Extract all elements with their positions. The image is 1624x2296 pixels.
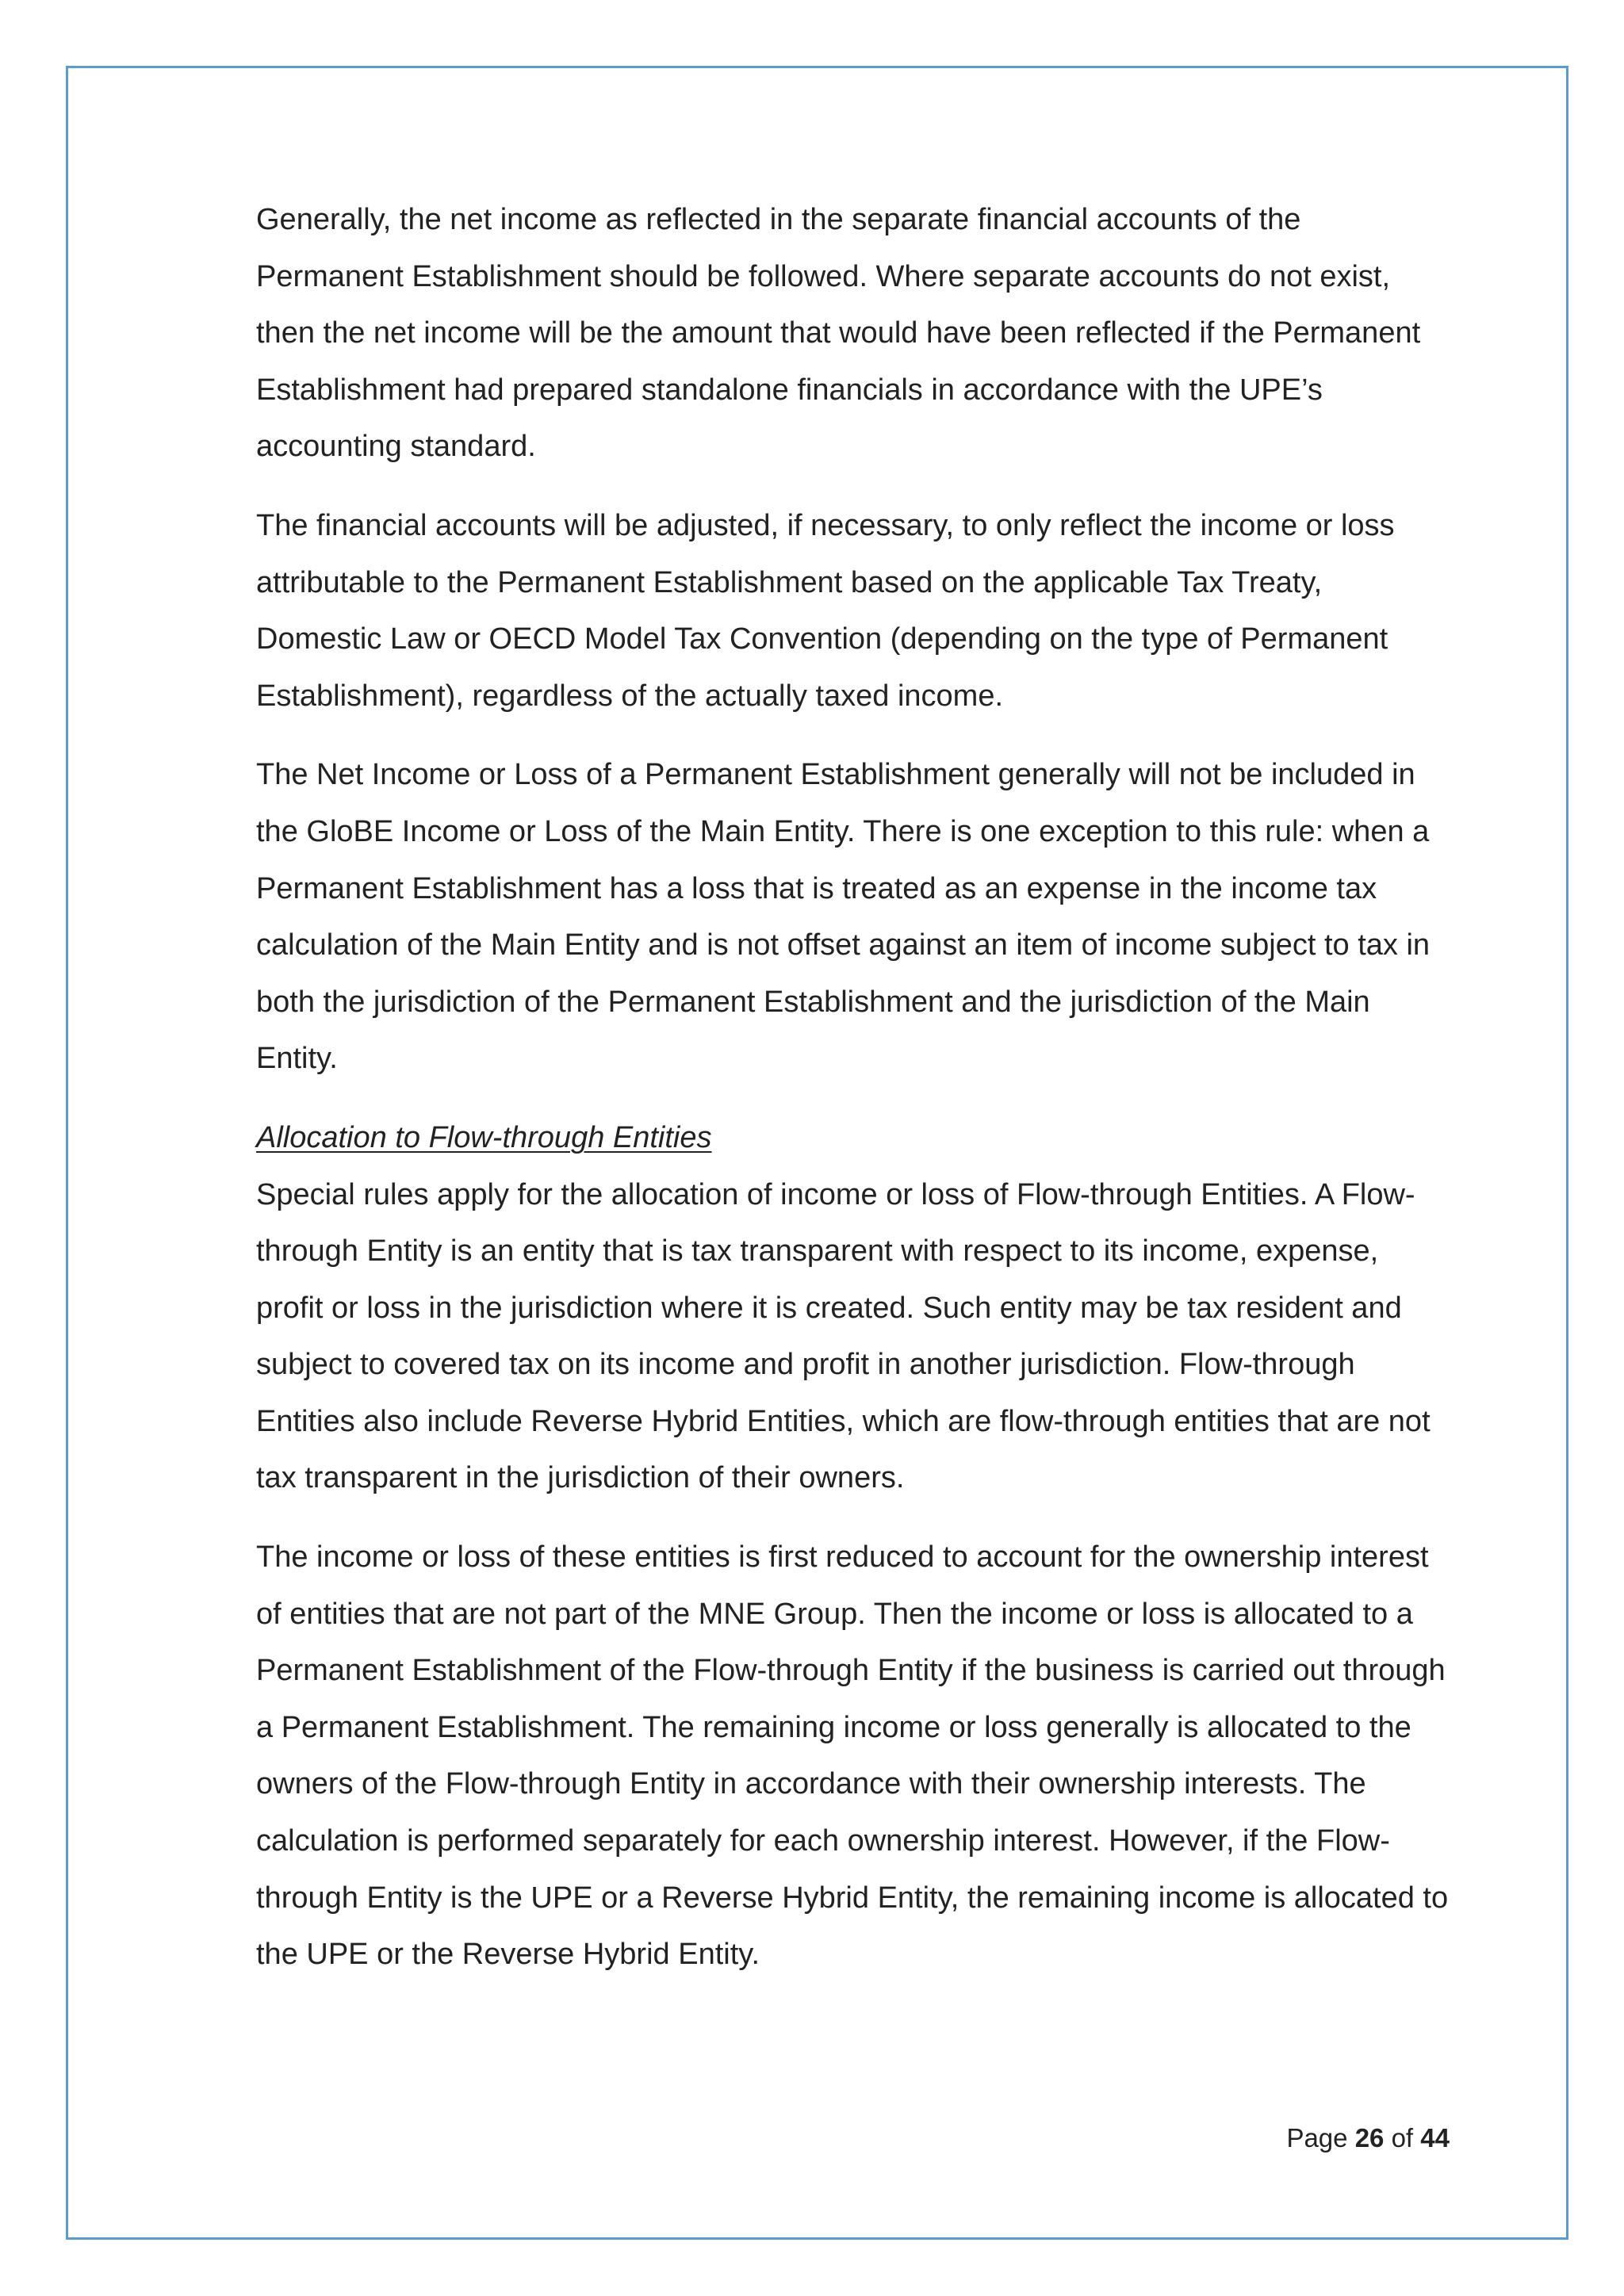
page-number	[1286, 2123, 1450, 2153]
page-separator: of	[1391, 2123, 1414, 2152]
paragraph-pe-net-income: Generally, the net income as reflected in the separate financial accounts of the Permanent Establishment should be followed. Where separate accounts do not exist, then the net income will be the amount that would have been reflected if the Permanent Establishment had prepared standalone financials in accordance with the UPE’s accounting standard.	[256, 203, 1421, 464]
total-pages: 44	[1420, 2123, 1450, 2152]
section-heading-flow-through: Allocation to Flow-through Entities	[256, 1120, 712, 1154]
paragraph-pe-adjustment: The financial accounts will be adjusted, if necessary, to only reflect the income or loss attributable to the Permanent Establishment based on the applicable Tax Treaty, Domestic Law or OECD Model Tax Convention (depending on the type of Permanent Establishment), regardless of the actually taxed income.	[256, 508, 1395, 713]
paragraph-flow-through-allocation: The income or loss of these entities is first reduced to account for the ownership interest of entities that are not part of the MNE Group. Then the income or loss is allocated to a Permanent Establishment of the Flow-through Entity if the business is carried out through a Permanent Establishment. The remaining income or loss generally is allocated to the owners of the Flow-through Entity in accordance with their ownership interests. The calculation is performed separately for each ownership interest. However, if the Flow-through Entity is the UPE or a Reverse Hybrid Entity, the remaining income is allocated to the UPE or the Reverse Hybrid Entity.	[256, 1540, 1449, 1972]
page-label: Page	[1286, 2123, 1348, 2152]
current-page: 26	[1354, 2123, 1385, 2152]
paragraph-pe-exception: The Net Income or Loss of a Permanent Establishment generally will not be included in the GloBE Income or Loss of the Main Entity. There is one exception to this rule: when a Permanent Establishment has a loss that is treated as an expense in the income tax calculation of the Main Entity and is not offset against an item of income subject to tax in both the jurisdiction of the Permanent Establishment and the jurisdiction of the Main Entity.	[256, 758, 1431, 1076]
document-body	[256, 192, 1450, 1984]
paragraph-flow-through-rules: Special rules apply for the allocation of income or loss of Flow-through Entities. A Flow-through Entity is an entity that is tax transparent with respect to its income, expense, profit or loss in the jurisdiction where it is created. Such entity may be tax resident and subject to covered tax on its income and profit in another jurisdiction. Flow-through Entities also include Reverse Hybrid Entities, which are flow-through entities that are not tax transparent in the jurisdiction of their owners.	[256, 1177, 1431, 1495]
